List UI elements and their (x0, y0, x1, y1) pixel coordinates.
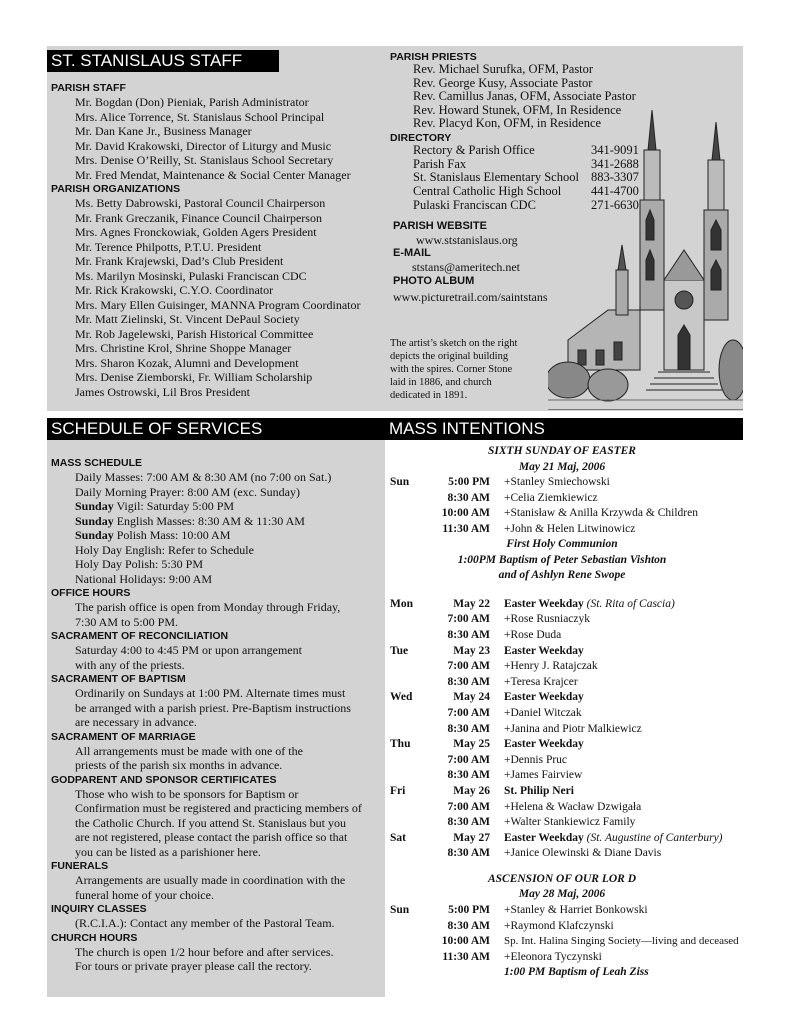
time-cell: 8:30 AM (447, 722, 490, 735)
intention-text: +James Fairview (504, 769, 583, 782)
directory-phone: 341-2688 (591, 156, 639, 171)
staff-member: Mr. Dan Kane Jr., Business Manager (75, 124, 252, 138)
weekday-row (390, 784, 723, 800)
intention-text: +Raymond Klafczynski (504, 919, 614, 932)
schedule-line-text: with any of the priests. (75, 657, 185, 672)
day-cell (390, 919, 424, 935)
schedule-line (51, 572, 383, 587)
intention-cell (504, 597, 723, 613)
intention-text: +John & Helen Litwinowicz (504, 522, 636, 535)
time-cell: 8:30 AM (447, 769, 490, 782)
priest-entry: Rev. Howard Stunek, OFM, In Residence (413, 102, 622, 117)
photo-url[interactable]: www.picturetrail.com/saintstans (393, 290, 548, 304)
time-cell: May 25 (453, 738, 490, 751)
caption-line: with the spires. Corner Stone (390, 364, 513, 375)
time-cell: 8:30 AM (447, 816, 490, 829)
intention-row (390, 919, 739, 935)
time-cell: 8:30 AM (447, 491, 490, 504)
schedule-line-text: you can be listed as a parishioner here. (75, 844, 261, 859)
schedule-line-text: English Masses: 8:30 AM & 11:30 AM (113, 513, 305, 528)
directory-phone: 883-3307 (591, 170, 639, 185)
day-cell: Thu (390, 738, 411, 751)
day-cell: Tue (390, 644, 409, 657)
directory-name: Rectory & Parish Office (413, 143, 535, 157)
week1-date: May 21 Maj, 2006 (518, 460, 606, 473)
staff-member: Mr. Fred Mendat, Maintenance & Social Center Manager (75, 167, 351, 182)
baptism2-row (390, 965, 649, 981)
schedule-line-text: Vigil: Saturday 5:00 PM (113, 499, 235, 513)
intention-cell (504, 475, 698, 491)
schedule-heading: GODPARENT AND SPONSOR CERTIFICATES (51, 773, 277, 786)
schedule-line-text: be arranged with a parish priest. Pre-Baptism instructions (75, 700, 351, 715)
day-cell (390, 522, 424, 538)
schedule-heading: INQUIRY CLASSES (51, 903, 147, 915)
weekday-row (390, 659, 723, 675)
schedule-line-text: Polish Mass: 10:00 AM (113, 528, 231, 542)
day-cell (390, 846, 424, 862)
day-cell (390, 659, 424, 675)
intention-text: Easter Weekday (504, 691, 584, 704)
day-cell: Sun (390, 476, 410, 488)
day-cell (390, 491, 424, 507)
schedule-line-text: Holy Day Polish: 5:30 PM (75, 557, 204, 571)
schedule-line-bold: Sunday (75, 513, 114, 528)
schedule-line-text: funeral home of your choice. (75, 887, 214, 902)
org-member: Mr. Rick Krakowski, C.Y.O. Coordinator (75, 283, 274, 297)
directory-name: Pulaski Franciscan CDC (413, 197, 536, 212)
intention-cell (504, 815, 723, 831)
intention-row (390, 522, 698, 538)
schedule-line (51, 528, 383, 543)
org-member: Mr. Terence Philpotts, P.T.U. President (75, 239, 262, 254)
schedule-line-bold: Sunday (75, 499, 114, 513)
weekday-row (390, 628, 723, 644)
priest-entry: Rev. Camillus Janas, OFM, Associate Pastor (413, 89, 636, 103)
schedule-line (51, 470, 383, 485)
parish-staff-heading: PARISH STAFF (51, 82, 126, 94)
parish-staff-list (51, 95, 381, 182)
schedule-line-text: The parish office is open from Monday through Friday, (75, 600, 341, 614)
day-cell: Mon (390, 597, 413, 610)
day-cell (390, 628, 424, 644)
time-cell: 11:30 AM (442, 950, 490, 963)
intention-cell (504, 659, 723, 675)
intention-cell (504, 522, 698, 538)
intention-cell (504, 612, 723, 628)
intention-row (390, 506, 698, 522)
directory-phone: 271-6630 (591, 197, 639, 212)
directory-phone: 441-4700 (591, 184, 639, 199)
intention-text: +Rose Rusniaczyk (504, 613, 591, 626)
week2-title: ASCENSION OF OUR LOR D (487, 872, 637, 885)
intention-text: Sp. Int. Halina Singing Society—living and deceased (504, 935, 739, 948)
day-cell (390, 753, 424, 769)
org-member: James Ostrowski, Lil Bros President (75, 384, 250, 399)
directory-name: Parish Fax (413, 156, 467, 171)
schedule-line (51, 959, 383, 974)
intention-cell (504, 675, 723, 691)
staff-title: ST. STANISLAUS STAFF (47, 50, 279, 72)
schedule-heading: SACRAMENT OF MARRIAGE (51, 730, 196, 743)
time-cell: 5:00 PM (448, 903, 490, 916)
schedule-line-text: Confirmation must be registered and practicing members of (75, 801, 362, 815)
intention-row (390, 950, 739, 966)
schedule-title: SCHEDULE OF SERVICES (47, 418, 385, 440)
time-cell: 10:00 AM (441, 507, 490, 520)
day-cell (390, 612, 424, 628)
intention-text: +Stanisław & Anilla Krzywda & Children (504, 507, 698, 520)
schedule-line-text: The church is open 1/2 hour before and after services. (75, 944, 334, 959)
schedule-line (51, 615, 383, 630)
schedule-line-text: are necessary in advance. (75, 715, 197, 729)
intention-cell (504, 934, 739, 950)
day-cell: Wed (390, 691, 413, 704)
org-member: Ms. Marilyn Mosinski, Pulaski Franciscan CDC (75, 268, 307, 283)
parish-orgs-heading: PARISH ORGANIZATIONS (51, 183, 181, 195)
time-cell: 7:00 AM (447, 753, 490, 766)
intention-text: +Janina and Piotr Malkiewicz (504, 722, 642, 735)
schedule-line (51, 916, 383, 931)
intention-cell (504, 722, 723, 738)
weekday-row (390, 800, 723, 816)
schedule-content (51, 456, 383, 974)
caption-line: dedicated in 1891. (390, 390, 468, 401)
caption-line: depicts the original building (390, 351, 509, 362)
intention-cell (504, 950, 739, 966)
intention-text: St. Philip Neri (504, 785, 574, 797)
time-cell: 5:00 PM (448, 476, 490, 488)
priest-entry: Rev. George Kusy, Associate Pastor (413, 75, 593, 90)
week1-title: SIXTH SUNDAY OF EASTER (488, 445, 636, 457)
time-cell: 8:30 AM (447, 847, 490, 860)
baptism-line1: 1:00PM Baptism of Peter Sebastian Vishton (457, 553, 667, 566)
caption-line: The artist’s sketch on the right (390, 338, 518, 349)
schedule-line (51, 600, 383, 615)
weekday-table (390, 597, 723, 862)
day-cell (390, 950, 424, 966)
weekday-row (390, 768, 723, 784)
schedule-line (51, 873, 383, 888)
intention-row (390, 475, 698, 491)
intention-cell (504, 768, 723, 784)
schedule-line-text: are not registered, please contact the parish office so that (75, 830, 348, 844)
schedule-line (51, 701, 383, 716)
org-member: Mr. Frank Greczanik, Finance Council Chairperson (75, 210, 322, 225)
schedule-line (51, 543, 383, 558)
photo-heading: PHOTO ALBUM (393, 275, 475, 287)
intention-cell (504, 800, 723, 816)
intention-text: +Celia Ziemkiewicz (504, 491, 598, 504)
day-cell (390, 768, 424, 784)
first-communion: First Holy Communion (506, 538, 618, 551)
sunday2-table (390, 903, 739, 965)
weekday-row (390, 831, 723, 847)
schedule-heading: OFFICE HOURS (51, 587, 131, 599)
intention-row (390, 934, 739, 950)
intention-cell (504, 628, 723, 644)
time-cell: 7:00 AM (447, 613, 490, 626)
sunday1-table (390, 475, 698, 537)
weekday-row (390, 597, 723, 613)
weekday-row (390, 675, 723, 691)
intention-text: +Stanley Smiechowski (504, 476, 610, 488)
intention-note: (St. Augustine of Canterbury) (586, 831, 723, 844)
schedule-line (51, 499, 383, 514)
directory-name: Central Catholic High School (413, 184, 562, 199)
schedule-line-text: Saturday 4:00 to 4:45 PM or upon arrangement (75, 643, 302, 657)
schedule-line (51, 787, 383, 802)
staff-member: Mr. David Krakowski, Director of Liturgy and Music (75, 138, 332, 153)
priest-entry: Rev. Placyd Kon, OFM, in Residence (413, 116, 602, 130)
time-cell: 8:30 AM (447, 675, 490, 688)
directory-heading: DIRECTORY (390, 132, 452, 144)
weekday-row (390, 737, 723, 753)
email-heading: E-MAIL (393, 247, 431, 259)
day-cell (390, 722, 424, 738)
sketch-caption (390, 337, 517, 402)
intention-cell (504, 903, 739, 919)
schedule-line (51, 557, 383, 572)
time-cell: 7:00 AM (447, 707, 490, 720)
schedule-line (51, 485, 383, 500)
day-cell (390, 506, 424, 522)
intention-text: +Rose Duda (504, 629, 562, 642)
weekday-row (390, 722, 723, 738)
intentions-content (390, 444, 748, 981)
intention-cell (504, 491, 698, 507)
directory-name: St. Stanislaus Elementary School (413, 170, 579, 185)
staff-member: Mrs. Denise O’Reilly, St. Stanislaus School Secretary (75, 153, 334, 167)
baptism-line2: and of Ashlyn Rene Swope (498, 569, 626, 582)
intention-text: Easter Weekday (504, 738, 584, 751)
time-cell: May 23 (453, 644, 490, 657)
schedule-line (51, 658, 383, 673)
intention-cell (504, 690, 723, 706)
intention-cell (504, 753, 723, 769)
day-cell: Sat (390, 831, 406, 844)
time-cell: May 24 (453, 691, 490, 704)
time-cell: 10:00 AM (441, 935, 490, 948)
schedule-line (51, 643, 383, 658)
intention-text: +Daniel Witczak (504, 707, 582, 720)
schedule-line-text: Daily Morning Prayer: 8:00 AM (exc. Sunday) (75, 484, 300, 499)
schedule-line-text: All arrangements must be made with one of the (75, 743, 303, 758)
org-member: Ms. Betty Dabrowski, Pastoral Council Chairperson (75, 196, 326, 210)
schedule-line-text: National Holidays: 9:00 AM (75, 571, 212, 586)
schedule-line-text: Holy Day English: Refer to Schedule (75, 542, 254, 557)
org-member: Mrs. Christine Krol, Shrine Shoppe Manager (75, 341, 292, 355)
day-cell (390, 675, 424, 691)
day-cell (390, 815, 424, 831)
intention-cell (504, 831, 723, 847)
schedule-line (51, 945, 383, 960)
org-member: Mr. Frank Krajewski, Dad’s Club President (75, 254, 284, 268)
intention-row (390, 491, 698, 507)
time-cell: 7:00 AM (447, 660, 490, 673)
intention-cell (504, 706, 723, 722)
weekday-row (390, 815, 723, 831)
schedule-line-text: the Catholic Church. If you attend St. Stanislaus but you (75, 815, 346, 830)
org-member: Mrs. Agnes Fronckowiak, Golden Agers President (75, 225, 317, 239)
intention-text: +Helena & Wacław Dzwigała (504, 800, 642, 813)
schedule-line-text: 7:30 AM to 5:00 PM. (75, 614, 179, 629)
schedule-line (51, 744, 383, 759)
intention-text: Easter Weekday (504, 831, 584, 844)
schedule-line-text: Those who wish to be sponsors for Baptism or (75, 786, 299, 801)
intention-note: (St. Rita of Cascia) (586, 597, 675, 610)
priests-heading: PARISH PRIESTS (390, 51, 477, 63)
org-member: Mr. Matt Zielinski, St. Vincent DePaul Society (75, 312, 300, 326)
time-cell: 8:30 AM (447, 919, 490, 932)
directory-phone: 341-9091 (591, 143, 639, 157)
day-cell: Sun (390, 903, 410, 916)
time-cell: 11:30 AM (442, 522, 490, 535)
org-member: Mrs. Mary Ellen Guisinger, MANNA Program Coordinator (75, 297, 361, 312)
email-address[interactable]: ststans@ameritech.net (412, 260, 521, 274)
org-member: Mrs. Denise Ziemborski, Fr. William Scholarship (75, 370, 313, 384)
schedule-line-text: (R.C.I.A.): Contact any member of the Pastoral Team. (75, 916, 335, 930)
intention-text: Easter Weekday (504, 597, 584, 610)
intention-text: +Teresa Krajcer (504, 675, 578, 688)
schedule-line (51, 845, 383, 860)
intentions-title: MASS INTENTIONS (385, 418, 743, 440)
weekday-row (390, 753, 723, 769)
staff-member: Mrs. Alice Torrence, St. Stanislaus School Principal (75, 109, 325, 124)
intention-text: +Henry J. Ratajczak (504, 660, 598, 673)
weekday-row (390, 644, 723, 660)
day-cell (390, 800, 424, 816)
time-cell: May 26 (453, 785, 490, 797)
time-cell: 8:30 AM (447, 629, 490, 642)
day-cell (390, 934, 424, 950)
time-cell: May 22 (453, 597, 490, 610)
intention-cell (504, 737, 723, 753)
intention-cell (504, 784, 723, 800)
org-member: Mrs. Sharon Kozak, Alumni and Development (75, 355, 299, 370)
priest-entry: Rev. Michael Surufka, OFM, Pastor (413, 62, 594, 76)
schedule-line-text: For tours or private prayer please call the rectory. (75, 959, 312, 973)
schedule-line (51, 888, 383, 903)
intention-cell (504, 846, 723, 862)
schedule-line (51, 715, 383, 730)
schedule-heading: MASS SCHEDULE (51, 457, 143, 469)
intention-cell (504, 919, 739, 935)
intention-text: +Stanley & Harriet Bonkowski (504, 903, 648, 916)
weekday-row (390, 706, 723, 722)
intention-row (390, 903, 739, 919)
schedule-line-text: Daily Masses: 7:00 AM & 8:30 AM (no 7:00 on Sat.) (75, 470, 332, 484)
schedule-heading: SACRAMENT OF BAPTISM (51, 673, 186, 685)
intention-text: +Eleonora Tyczynski (504, 950, 602, 963)
intention-text: +Walter Stankiewicz Family (504, 816, 636, 829)
time-cell: 7:00 AM (447, 800, 490, 813)
parish-orgs-list (51, 196, 386, 399)
website-heading: PARISH WEBSITE (393, 220, 487, 232)
schedule-line (51, 686, 383, 701)
website-url[interactable]: www.ststanislaus.org (416, 233, 518, 247)
schedule-heading: FUNERALS (51, 860, 109, 872)
schedule-line (51, 758, 383, 773)
schedule-line-text: Ordinarily on Sundays at 1:00 PM. Alternate times must (75, 686, 346, 700)
schedule-line (51, 801, 383, 816)
baptism2: 1:00 PM Baptism of Leah Ziss (504, 966, 649, 979)
intention-text: +Janice Olewinski & Diane Davis (504, 847, 662, 860)
intention-text: Easter Weekday (504, 644, 584, 657)
intention-cell (504, 644, 723, 660)
day-cell: Fri (390, 785, 406, 797)
weekday-row (390, 612, 723, 628)
staff-member: Mr. Bogdan (Don) Pieniak, Parish Administrator (75, 95, 309, 109)
org-member: Mr. Rob Jagelewski, Parish Historical Committee (75, 326, 314, 341)
schedule-line (51, 514, 383, 529)
schedule-line-bold: Sunday (75, 528, 114, 542)
schedule-line-text: Arrangements are usually made in coordination with the (75, 873, 346, 887)
intention-cell (504, 506, 698, 522)
schedule-line-text: priests of the parish six months in advance. (75, 758, 283, 772)
schedule-line (51, 816, 383, 831)
day-cell (390, 706, 424, 722)
weekday-row (390, 690, 723, 706)
weekday-row (390, 846, 723, 862)
caption-line: laid in 1886, and church (390, 377, 492, 388)
week2-date: May 28 Maj, 2006 (518, 888, 606, 901)
schedule-heading: SACRAMENT OF RECONCILIATION (51, 630, 229, 642)
time-cell: May 27 (453, 831, 490, 844)
schedule-line (51, 830, 383, 845)
intention-text: +Dennis Pruc (504, 753, 568, 766)
schedule-heading: CHURCH HOURS (51, 931, 138, 944)
church-sketch-image (548, 110, 743, 410)
